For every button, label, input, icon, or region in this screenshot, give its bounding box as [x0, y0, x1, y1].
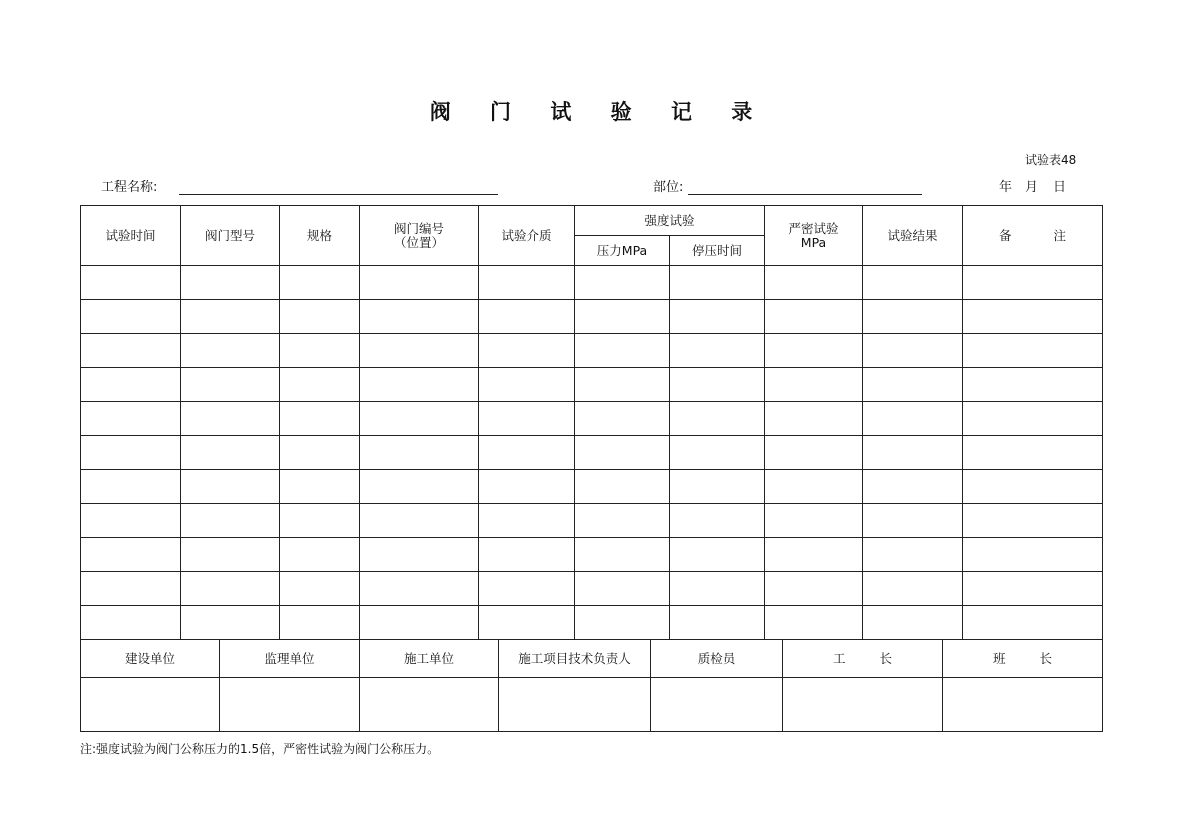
table-cell[interactable]	[765, 538, 863, 572]
table-cell[interactable]	[765, 606, 863, 640]
table-cell[interactable]	[863, 300, 963, 334]
col-remark	[963, 206, 1103, 266]
table-cell[interactable]	[81, 504, 181, 538]
table-cell[interactable]	[863, 572, 963, 606]
table-cell[interactable]	[360, 606, 479, 640]
table-cell[interactable]	[360, 436, 479, 470]
table-cell[interactable]	[963, 334, 1103, 368]
day-label: 日	[1053, 180, 1067, 195]
table-cell[interactable]	[863, 368, 963, 402]
table-row	[81, 470, 1103, 504]
table-cell[interactable]	[360, 368, 479, 402]
table-row	[81, 504, 1103, 538]
sig-foreman-field[interactable]	[783, 678, 943, 732]
table-cell[interactable]	[863, 606, 963, 640]
sig-contractor-field[interactable]	[360, 678, 499, 732]
table-cell[interactable]	[280, 266, 360, 300]
remark-label	[963, 229, 1102, 243]
table-row	[81, 436, 1103, 470]
table-cell[interactable]	[670, 606, 765, 640]
table-cell[interactable]	[81, 606, 181, 640]
signature-entry-row	[81, 678, 1103, 732]
table-cell[interactable]	[81, 334, 181, 368]
table-cell[interactable]	[575, 402, 670, 436]
table-cell[interactable]	[181, 504, 280, 538]
table-cell[interactable]	[81, 368, 181, 402]
table-cell[interactable]	[863, 402, 963, 436]
table-cell[interactable]	[479, 504, 575, 538]
sig-tech-lead-field[interactable]	[499, 678, 651, 732]
table-cell[interactable]	[963, 572, 1103, 606]
col-spec: 规格	[280, 206, 360, 266]
header-row-1	[81, 206, 1103, 236]
project-name-field[interactable]	[179, 194, 498, 195]
table-cell[interactable]	[575, 470, 670, 504]
col-valve-model: 阀门型号	[181, 206, 280, 266]
table-cell[interactable]	[765, 572, 863, 606]
table-row	[81, 300, 1103, 334]
table-cell[interactable]	[181, 470, 280, 504]
team-char-b: 长	[1039, 650, 1052, 666]
table-cell[interactable]	[280, 402, 360, 436]
table-cell[interactable]	[360, 572, 479, 606]
table-cell[interactable]	[360, 470, 479, 504]
table-cell[interactable]	[280, 572, 360, 606]
table-cell[interactable]	[963, 470, 1103, 504]
valve-number-line2: （位置）	[393, 234, 444, 250]
table-cell[interactable]	[280, 504, 360, 538]
sig-inspector-field[interactable]	[651, 678, 783, 732]
table-cell[interactable]	[765, 504, 863, 538]
table-cell[interactable]	[479, 470, 575, 504]
table-cell[interactable]	[360, 300, 479, 334]
table-cell[interactable]	[863, 436, 963, 470]
table-cell[interactable]	[181, 606, 280, 640]
table-cell[interactable]	[479, 368, 575, 402]
table-cell[interactable]	[863, 538, 963, 572]
table-cell[interactable]	[765, 334, 863, 368]
sig-inspector: 质检员	[651, 640, 783, 678]
table-cell[interactable]	[479, 300, 575, 334]
table-cell[interactable]	[670, 300, 765, 334]
table-cell[interactable]	[280, 368, 360, 402]
table-cell[interactable]	[280, 300, 360, 334]
table-cell[interactable]	[863, 334, 963, 368]
table-cell[interactable]	[360, 504, 479, 538]
sig-tech-lead: 施工项目技术负责人	[499, 640, 651, 678]
table-row	[81, 538, 1103, 572]
table-cell[interactable]	[479, 436, 575, 470]
table-cell[interactable]	[360, 266, 479, 300]
table-cell[interactable]	[963, 266, 1103, 300]
table-cell[interactable]	[280, 436, 360, 470]
table-row	[81, 402, 1103, 436]
table-cell[interactable]	[963, 538, 1103, 572]
table-cell[interactable]	[479, 538, 575, 572]
table-cell[interactable]	[670, 572, 765, 606]
table-cell[interactable]	[765, 368, 863, 402]
sig-team-leader-field[interactable]	[943, 678, 1103, 732]
table-cell[interactable]	[863, 504, 963, 538]
remark-char-a: 备	[999, 227, 1012, 243]
col-strength-test: 强度试验	[575, 206, 765, 236]
col-result: 试验结果	[863, 206, 963, 266]
year-label: 年	[999, 180, 1013, 195]
table-cell[interactable]	[575, 266, 670, 300]
table-cell[interactable]	[575, 368, 670, 402]
table-cell[interactable]	[963, 504, 1103, 538]
location-label: 部位:	[653, 180, 684, 195]
table-cell[interactable]	[670, 266, 765, 300]
signature-header-row	[81, 640, 1103, 678]
table-row	[81, 266, 1103, 300]
table-cell[interactable]	[575, 572, 670, 606]
table-cell[interactable]	[360, 538, 479, 572]
table-cell[interactable]	[81, 266, 181, 300]
table-cell[interactable]	[670, 470, 765, 504]
table-cell[interactable]	[81, 436, 181, 470]
remark-char-b: 注	[1053, 227, 1067, 243]
table-cell[interactable]	[863, 470, 963, 504]
table-row	[81, 334, 1103, 368]
table-cell[interactable]	[670, 334, 765, 368]
sig-supervisor-field[interactable]	[220, 678, 360, 732]
table-cell[interactable]	[575, 334, 670, 368]
table-row	[81, 368, 1103, 402]
col-test-time: 试验时间	[81, 206, 181, 266]
col-pressure: 压力MPa	[575, 236, 670, 266]
table-cell[interactable]	[181, 368, 280, 402]
table-cell[interactable]	[479, 572, 575, 606]
table-cell[interactable]	[181, 402, 280, 436]
page-title: 阀 门 试 验 记 录	[429, 100, 769, 124]
table-cell[interactable]	[575, 504, 670, 538]
form-number: 试验表48	[1025, 153, 1077, 167]
table-cell[interactable]	[81, 300, 181, 334]
table-cell[interactable]	[81, 402, 181, 436]
table-cell[interactable]	[670, 368, 765, 402]
table-cell[interactable]	[765, 436, 863, 470]
foreman-char-a: 工	[833, 650, 846, 666]
table-cell[interactable]	[479, 402, 575, 436]
table-cell[interactable]	[963, 606, 1103, 640]
table-row	[81, 606, 1103, 640]
table-cell[interactable]	[670, 538, 765, 572]
table-cell[interactable]	[479, 606, 575, 640]
table-cell[interactable]	[765, 300, 863, 334]
table-cell[interactable]	[81, 572, 181, 606]
table-cell[interactable]	[575, 606, 670, 640]
table-cell[interactable]	[575, 538, 670, 572]
project-name-label: 工程名称:	[101, 180, 158, 195]
sig-team-leader	[943, 640, 1103, 678]
table-cell[interactable]	[280, 606, 360, 640]
sig-owner-field[interactable]	[81, 678, 220, 732]
table-cell[interactable]	[765, 470, 863, 504]
table-cell[interactable]	[963, 300, 1103, 334]
foreman-label	[783, 652, 942, 666]
table-cell[interactable]	[863, 266, 963, 300]
col-medium: 试验介质	[479, 206, 575, 266]
table-cell[interactable]	[181, 334, 280, 368]
location-field[interactable]	[688, 194, 922, 195]
table-cell[interactable]	[575, 300, 670, 334]
table-cell[interactable]	[360, 402, 479, 436]
table-cell[interactable]	[81, 538, 181, 572]
table-cell[interactable]	[181, 300, 280, 334]
table-cell[interactable]	[360, 334, 479, 368]
valve-number-line1: 阀门编号	[393, 220, 444, 236]
sig-owner: 建设单位	[81, 640, 220, 678]
table-cell[interactable]	[765, 402, 863, 436]
table-cell[interactable]	[181, 538, 280, 572]
month-label: 月	[1025, 180, 1039, 195]
table-cell[interactable]	[181, 436, 280, 470]
table-cell[interactable]	[280, 470, 360, 504]
footnote: 注:强度试验为阀门公称压力的1.5倍，严密性试验为阀门公称压力。	[80, 742, 440, 756]
table-cell[interactable]	[479, 266, 575, 300]
table-cell[interactable]	[280, 334, 360, 368]
table-cell[interactable]	[280, 538, 360, 572]
table-row	[81, 572, 1103, 606]
table-cell[interactable]	[670, 504, 765, 538]
table-cell[interactable]	[81, 470, 181, 504]
table-body	[81, 266, 1103, 640]
table-cell[interactable]	[963, 368, 1103, 402]
table-cell[interactable]	[963, 402, 1103, 436]
table-cell[interactable]	[479, 334, 575, 368]
col-hold-time: 停压时间	[670, 236, 765, 266]
team-leader-label	[943, 652, 1102, 666]
valve-test-table	[80, 205, 1103, 640]
sig-supervisor: 监理单位	[220, 640, 360, 678]
table-cell[interactable]	[765, 266, 863, 300]
tightness-line2: MPa	[800, 234, 827, 250]
team-char-a: 班	[993, 650, 1006, 666]
table-cell[interactable]	[963, 436, 1103, 470]
col-valve-number	[360, 206, 479, 266]
table-cell[interactable]	[670, 402, 765, 436]
sig-contractor: 施工单位	[360, 640, 499, 678]
col-tightness-test	[765, 206, 863, 266]
table-cell[interactable]	[181, 572, 280, 606]
table-cell[interactable]	[670, 436, 765, 470]
foreman-char-b: 长	[879, 650, 892, 666]
sig-foreman	[783, 640, 943, 678]
signature-table	[80, 639, 1103, 732]
tightness-line1: 严密试验	[788, 220, 839, 236]
table-cell[interactable]	[575, 436, 670, 470]
table-cell[interactable]	[181, 266, 280, 300]
